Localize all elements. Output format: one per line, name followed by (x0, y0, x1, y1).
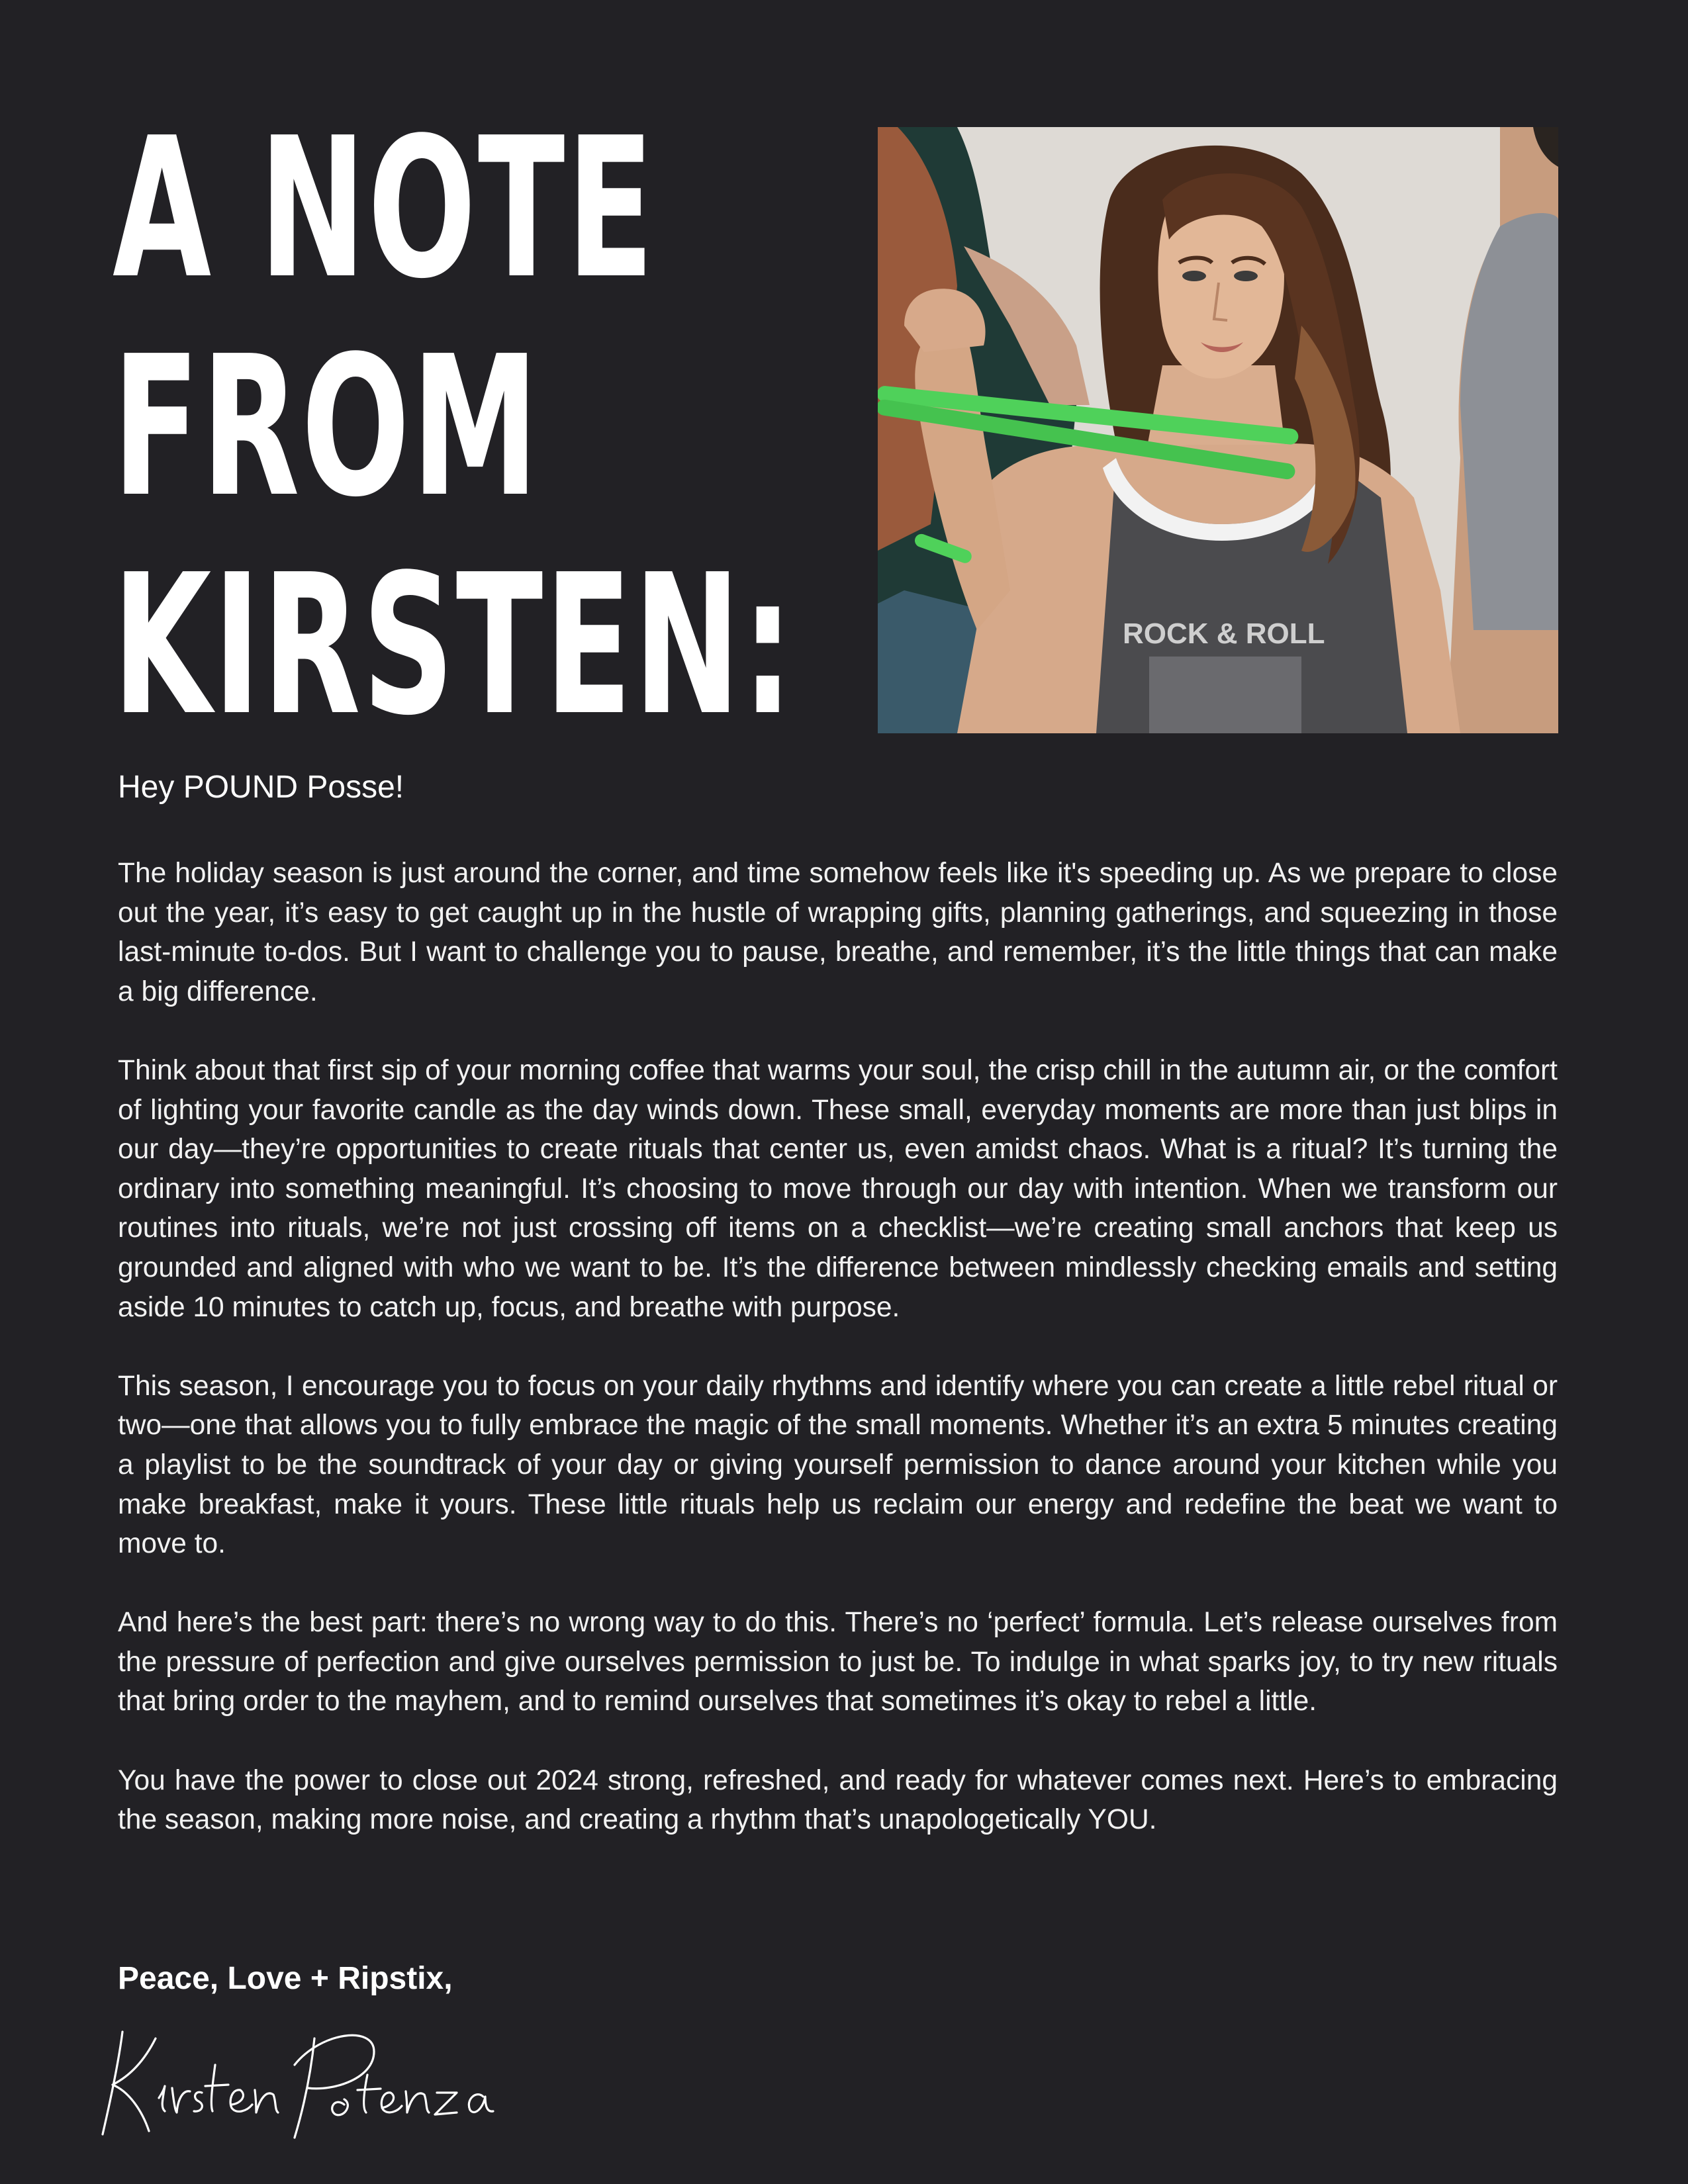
letter-body (118, 854, 1558, 1879)
closing-line: Peace, Love + Ripstix, (118, 1961, 453, 1996)
paragraph: This season, I encourage you to focus on your daily rhythms and identify where you can create a little rebel ritual or two—one that allows you to fully embrace the magic of the small moments. Whether it’s an extra 5 minutes creating a playlist to be the soundtrack of your day or giving yourself permission to dance around your kitchen while you make breakfast, make it yours. These little rituals help us reclaim our energy and redefine the beat we want to move to. (118, 1370, 1558, 1560)
photo-illustration (878, 127, 1558, 733)
shirt-text: ROCK & ROLL (1123, 617, 1325, 650)
page-title (113, 96, 795, 758)
paragraph: The holiday season is just around the corner, and time somehow feels like it's speeding up. As we prepare to close out the year, it’s easy to get caught up in the hustle of wrapping gifts, planning gatherings, and squeezing in those last-minute to-dos. But I want to challenge you to pause, breathe, and remember, it’s the little things that can make a big difference. (118, 858, 1558, 1007)
handwritten-signature (96, 2012, 520, 2144)
paragraph: You have the power to close out 2024 strong, refreshed, and ready for whatever comes next. Here’s to embracing the season, making more noise, and creating a rhythm that’s unapologetically YOU. (118, 1764, 1558, 1836)
paragraph: And here’s the best part: there’s no wrong way to do this. There’s no ‘perfect’ formula. Let’s release ourselves from the pressure of perfection and give ourselves permission to just be. To indulge in what sparks joy, to try new rituals that bring order to the mayhem, and to remind ourselves that sometimes it’s okay to rebel a little. (118, 1607, 1558, 1717)
author-photo (878, 127, 1558, 733)
title-line-3: KIRSTEN: (113, 533, 795, 758)
title-line-2: FROM (113, 314, 541, 539)
paragraph: Think about that first sip of your morning coffee that warms your soul, the crisp chill in the autumn air, or the comfort of lighting your favorite candle as the day winds down. These small, everyday moments are more than just blips in our day—they’re opportunities to create rituals that center us, even amidst chaos. What is a ritual? It’s turning the ordinary into something meaningful. It’s choosing to move through our day with intention. When we transform our routines into rituals, we’re not just crossing off items on a checklist—we’re creating small anchors that keep us grounded and aligned with who we want to be. It’s the difference between mindlessly checking emails and setting aside 10 minutes to catch up, focus, and breathe with purpose. (118, 1054, 1558, 1323)
greeting: Hey POUND Posse! (118, 770, 404, 805)
title-line-1: A NOTE (113, 96, 656, 321)
